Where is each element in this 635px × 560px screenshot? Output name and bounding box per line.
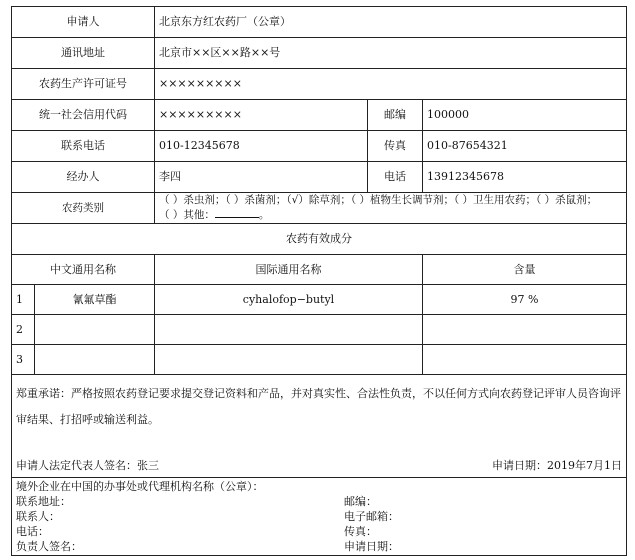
agent-contact: 联系人： — [16, 510, 60, 523]
applicant-label: 申请人 — [12, 7, 155, 38]
table-row — [12, 345, 627, 375]
category-other-blank — [215, 207, 259, 218]
signature-cell — [12, 433, 627, 478]
agent-signer: 负责人签名： — [16, 540, 82, 553]
foreign-agent-row — [12, 478, 627, 556]
ingredients-title-row — [12, 224, 627, 255]
license-label: 农药生产许可证号 — [12, 69, 155, 100]
applicant-value: 北京东方红农药厂（公章） — [155, 7, 627, 38]
header-cn-name: 中文通用名称 — [12, 255, 155, 285]
agent-address: 联系地址： — [16, 495, 71, 508]
table-row — [12, 285, 627, 315]
handler-row — [12, 162, 627, 193]
foreign-agent-grid — [16, 494, 622, 554]
header-content: 含量 — [423, 255, 627, 285]
address-label: 通讯地址 — [12, 38, 155, 69]
foreign-agent-title: 境外企业在中国的办事处或代理机构名称（公章）： — [16, 480, 264, 493]
header-intl-name: 国际通用名称 — [155, 255, 423, 285]
tel-value: 13912345678 — [423, 162, 627, 193]
agent-phone: 电话： — [16, 525, 49, 538]
credit-code-label: 统一社会信用代码 — [12, 100, 155, 131]
row-intl-name — [155, 315, 423, 345]
ingredients-title: 农药有效成分 — [12, 224, 627, 255]
ingredients-header-row — [12, 255, 627, 285]
postcode-value: 100000 — [423, 100, 627, 131]
row-index: 3 — [12, 345, 35, 375]
address-value: 北京市××区××路××号 — [155, 38, 627, 69]
signature-line — [16, 459, 622, 473]
agent-email: 电子邮箱： — [344, 510, 399, 523]
registration-form — [11, 6, 626, 556]
row-content — [423, 315, 627, 345]
form-table — [11, 6, 627, 556]
credit-code-row — [12, 100, 627, 131]
agent-fax: 传真： — [344, 525, 377, 538]
handler-value: 李四 — [155, 162, 368, 193]
row-cn-name — [35, 315, 155, 345]
signature-row — [12, 433, 627, 478]
row-index: 1 — [12, 285, 35, 315]
row-intl-name: cyhalofop−butyl — [155, 285, 423, 315]
declaration-row — [12, 375, 627, 434]
postcode-label: 邮编 — [368, 100, 423, 131]
fax-label: 传真 — [368, 131, 423, 162]
declaration-text: 郑重承诺：严格按照农药登记要求提交登记资料和产品，并对真实性、合法性负责，不以任何方式向农药登记评审人员咨询评审结果、打招呼或输送利益。 — [12, 375, 627, 434]
row-content: 97 % — [423, 285, 627, 315]
category-other-prefix: （ ）其他： — [159, 209, 215, 221]
credit-code-value: ××××××××× — [155, 100, 368, 131]
agent-postcode: 邮编： — [344, 495, 377, 508]
rep-signature: 申请人法定代表人签名：张三 — [16, 459, 159, 472]
phone-row — [12, 131, 627, 162]
category-other-suffix: 。 — [258, 209, 270, 221]
table-row — [12, 315, 627, 345]
license-value: ××××××××× — [155, 69, 627, 100]
category-label: 农药类别 — [12, 193, 155, 224]
category-options-line1: （ ）杀虫剂；（ ）杀菌剂；（√）除草剂；（ ）植物生长调节剂；（ ）卫生用农药；（ ）杀鼠剂； — [159, 194, 598, 206]
category-options — [155, 193, 627, 224]
phone-label: 联系电话 — [12, 131, 155, 162]
fax-value: 010-87654321 — [423, 131, 627, 162]
row-index: 2 — [12, 315, 35, 345]
row-intl-name — [155, 345, 423, 375]
tel-label: 电话 — [368, 162, 423, 193]
applicant-row — [12, 7, 627, 38]
category-options-line2 — [159, 207, 622, 222]
phone-value: 010-12345678 — [155, 131, 368, 162]
row-cn-name: 氰氟草酯 — [35, 285, 155, 315]
category-row — [12, 193, 627, 224]
application-date: 申请日期：2019年7月1日 — [492, 459, 622, 472]
row-content — [423, 345, 627, 375]
handler-label: 经办人 — [12, 162, 155, 193]
row-cn-name — [35, 345, 155, 375]
license-row — [12, 69, 627, 100]
agent-date: 申请日期： — [344, 540, 399, 553]
foreign-agent-cell — [12, 478, 627, 556]
address-row — [12, 38, 627, 69]
